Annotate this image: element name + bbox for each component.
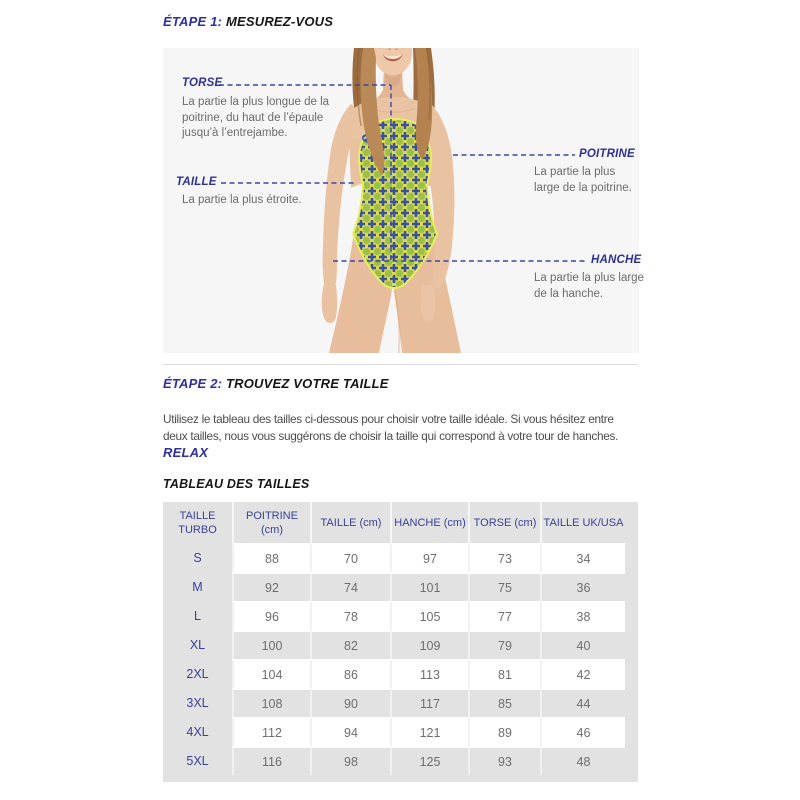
size-label-cell: L [194,608,201,623]
size-value-cell: 89 [468,717,540,746]
step1-number: ÉTAPE 1: [163,14,223,29]
torse-description: La partie la plus longue de la poitrine, du haut de l’épaule jusqu’à l’entrejambe. [182,96,330,139]
size-value-cell: 88 [232,543,310,572]
size-row-4XL [163,717,625,746]
torse-label: TORSE [182,77,223,89]
size-value-cell: 93 [468,746,540,775]
size-value-cell: 34 [540,543,625,572]
column-header: TAILLE TURBO [178,509,217,536]
size-row-S [163,543,625,572]
size-label-cell: 5XL [186,753,209,768]
size-table [163,502,638,782]
size-value-cell: 125 [390,746,468,775]
size-value-cell: 36 [540,572,625,601]
size-value-cell: 46 [540,717,625,746]
size-value-cell: 75 [468,572,540,601]
size-value-cell: 113 [390,659,468,688]
size-label-cell: 3XL [186,695,209,710]
column-header: TORSE (cm) [468,502,540,543]
size-value-cell: 109 [390,630,468,659]
size-value-cell: 78 [310,601,390,630]
size-label-cell: 4XL [186,724,209,739]
size-value-cell: 40 [540,630,625,659]
section-divider [163,364,638,365]
size-row-5XL [163,746,625,775]
column-header: TAILLE UK/USA [540,502,625,543]
header-row [163,502,625,543]
size-label-cell: M [192,579,203,594]
size-value-cell: 74 [310,572,390,601]
size-row-3XL [163,688,625,717]
column-header: TAILLE (cm) [310,502,390,543]
size-value-cell: 48 [540,746,625,775]
size-row-2XL [163,659,625,688]
poitrine-label: POITRINE [579,148,635,160]
taille-label: TAILLE [176,176,217,188]
size-value-cell: 82 [310,630,390,659]
measurement-diagram [163,48,644,353]
size-value-cell: 79 [468,630,540,659]
table-title: TABLEAU DES TAILLES [163,477,310,491]
left-hand [322,284,337,323]
size-table-head [163,502,625,543]
step2-number: ÉTAPE 2: [163,376,223,391]
size-value-cell: 77 [468,601,540,630]
size-value-cell: 92 [232,572,310,601]
taille-description: La partie la plus étroite. [182,194,302,206]
size-row-L [163,601,625,630]
size-value-cell: 96 [232,601,310,630]
size-row-XL [163,630,625,659]
size-row-M [163,572,625,601]
step2-heading [163,376,389,391]
size-label-cell: XL [189,637,206,652]
step1-heading [163,14,333,29]
hanche-label: HANCHE [591,254,642,266]
size-value-cell: 38 [540,601,625,630]
column-header: HANCHE (cm) [390,502,468,543]
size-value-cell: 90 [310,688,390,717]
size-value-cell: 81 [468,659,540,688]
size-value-cell: 73 [468,543,540,572]
size-value-cell: 86 [310,659,390,688]
size-value-cell: 85 [468,688,540,717]
size-value-cell: 42 [540,659,625,688]
size-value-cell: 70 [310,543,390,572]
size-table-body [163,543,625,775]
poitrine-description: La partie la plus large de la poitrine. [534,166,632,194]
size-value-cell: 44 [540,688,625,717]
size-value-cell: 104 [232,659,310,688]
size-label-cell: S [193,550,202,565]
size-value-cell: 100 [232,630,310,659]
step1-title: MESUREZ-VOUS [225,14,334,29]
column-header: POITRINE (cm) [232,502,310,543]
size-value-cell: 116 [232,746,310,775]
collection-name: RELAX [163,445,209,460]
size-value-cell: 97 [390,543,468,572]
size-value-cell: 98 [310,746,390,775]
hanche-description: La partie la plus large de la hanche. [534,272,644,300]
size-value-cell: 101 [390,572,468,601]
size-value-cell: 117 [390,688,468,717]
size-value-cell: 112 [232,717,310,746]
size-value-cell: 121 [390,717,468,746]
size-value-cell: 108 [232,688,310,717]
size-advice-paragraph: Utilisez le tableau des tailles ci-dessous pour choisir votre taille idéale. Si vous hésitez entre deux tailles, nous vous suggérons de choisir la taille qui correspond à votre tour de hanches. [163,411,619,443]
step2-title: TROUVEZ VOTRE TAILLE [225,376,389,391]
size-value-cell: 94 [310,717,390,746]
size-value-cell: 105 [390,601,468,630]
size-label-cell: 2XL [186,666,209,681]
